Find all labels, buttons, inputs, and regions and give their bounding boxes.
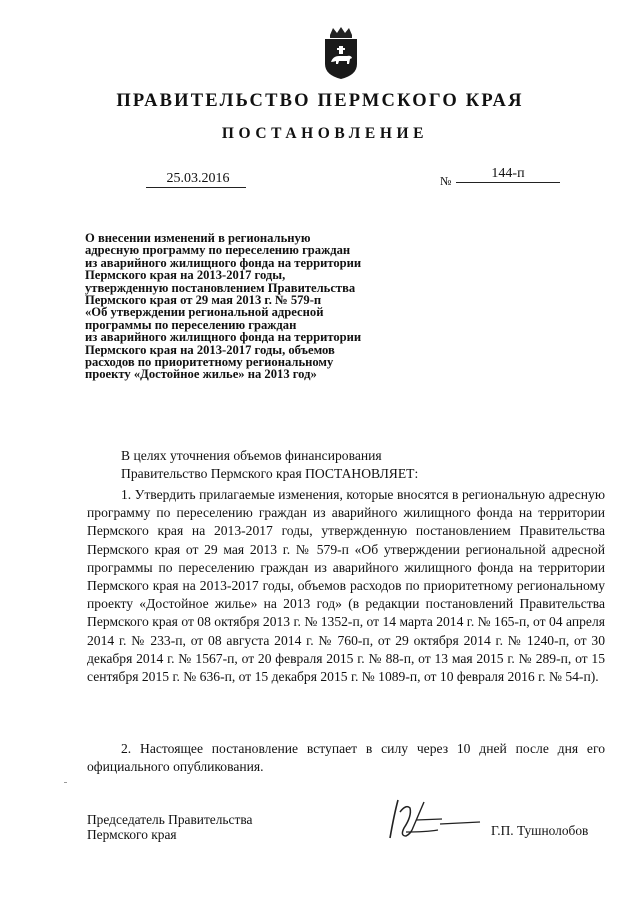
- document-date: 25.03.2016: [146, 171, 246, 188]
- heading-line: проекту «Достойное жилье» на 2013 год»: [85, 367, 317, 382]
- document-number: 144-п: [456, 166, 560, 183]
- heading-line: О внесении изменений в региональную: [85, 231, 311, 245]
- item-1-text: 1. Утвердить прилагаемые изменения, которые вносятся в региональную адресную программу по переселению граждан из аварийного жилищного фонда на территории Пермского края на 2013-2017 годы, утвержденную постановлением Правительства Пермского края от 29 мая 2013 г. № 579-п «Об утверждении региональной адресной программы по переселению граждан из аварийного жилищного фонда на территории Пермского края на 2013-2017 годы, объемов расходов по приоритетному региональному проекту «Достойное жилье» на 2013 год» (в редакции постановлений Правительства Пермского края от 08 октября 2013 г. № 1352-п, от 14 марта 2014 г. № 165-п, от 04 апреля 2014 г. № 233-п, от 08 августа 2014 г. № 760-п, от 29 октября 2014 г. № 1240-п, от 30 декабря 2014 г. № 1567-п, от 20 февраля 2015 г. № 88-п, от 13 мая 2015 г. № 289-п, от 15 сентября 2015 г. № 636-п, от 15 декабря 2015 г. № 1089-п, от 10 февраля 2016 г. № 54-п).: [87, 487, 605, 685]
- coat-of-arms-icon: [321, 26, 361, 80]
- government-title: ПРАВИТЕЛЬСТВО ПЕРМСКОГО КРАЯ: [116, 91, 524, 111]
- heading-line: Пермского края от 29 мая 2013 г. № 579-п: [85, 293, 322, 308]
- heading-line: утвержденную постановлением Правительства: [85, 280, 356, 295]
- heading-line: адресную программу по переселению граждан: [85, 243, 351, 258]
- document-heading: [85, 232, 445, 381]
- heading-line: Пермского края на 2013-2017 годы,: [85, 268, 286, 283]
- heading-line: из аварийного жилищного фонда на территории: [85, 330, 362, 345]
- item-2-text: 2. Настоящее постановление вступает в силу через 10 дней после дня его официального опубликования.: [87, 741, 605, 775]
- heading-line: Пермского края на 2013-2017 годы, объемов: [85, 342, 335, 357]
- heading-line: «Об утверждении региональной адресной: [85, 305, 324, 320]
- intro-text: В целях уточнения объемов финансирования: [121, 448, 382, 463]
- signer-position: [87, 812, 252, 842]
- heading-line: расходов по приоритетному региональному: [85, 355, 334, 370]
- document-type: ПОСТАНОВЛЕНИЕ: [221, 125, 429, 142]
- resolution-phrase: Правительство Пермского края ПОСТАНОВЛЯЕТ:: [121, 466, 419, 481]
- heading-line: программы по переселению граждан: [85, 317, 297, 332]
- signer-position-line-1: Председатель Правительства: [87, 812, 253, 827]
- margin-mark: [64, 782, 67, 783]
- signer-name: Г.П. Тушнолобов: [491, 823, 589, 838]
- handwritten-signature-icon: [376, 790, 486, 850]
- number-sign: №: [440, 174, 452, 188]
- item-1-paragraph: [87, 486, 605, 686]
- heading-line: из аварийного жилищного фонда на территории: [85, 255, 362, 270]
- item-2-paragraph: [87, 740, 605, 776]
- signer-position-line-2: Пермского края: [87, 827, 177, 842]
